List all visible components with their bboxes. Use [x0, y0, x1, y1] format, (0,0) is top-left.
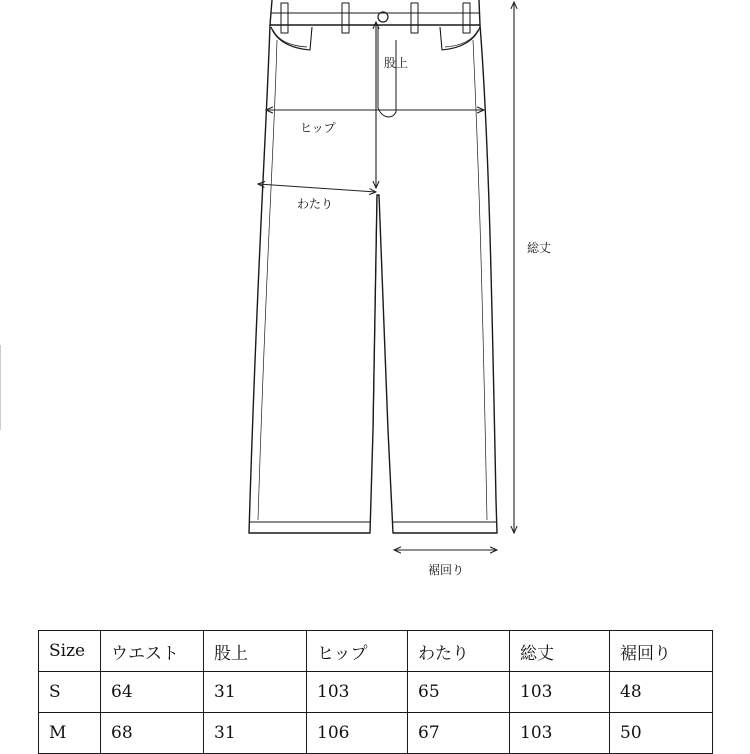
table-cell: 103 — [510, 672, 610, 713]
table-cell: 68 — [101, 713, 204, 754]
table-cell: 31 — [204, 672, 307, 713]
table-cell: 31 — [204, 713, 307, 754]
table-cell: 50 — [610, 713, 713, 754]
table-row — [39, 672, 713, 713]
belt-loop — [463, 3, 470, 33]
header-cell: 股上 — [204, 631, 307, 672]
left-edge-line — [0, 345, 1, 430]
header-cell: Size — [39, 631, 101, 672]
table-row — [39, 713, 713, 754]
label-total-length: 総丈 — [527, 241, 552, 255]
header-cell: 総丈 — [510, 631, 610, 672]
fly-stitch — [378, 25, 396, 117]
header-cell: わたり — [408, 631, 510, 672]
label-hip: ヒップ — [300, 121, 336, 135]
table-cell: 106 — [307, 713, 408, 754]
belt-loop — [281, 3, 288, 33]
belt-loop — [342, 3, 349, 33]
table-header-row — [39, 631, 713, 672]
header-cell: ウエスト — [101, 631, 204, 672]
label-rise: 股上 — [384, 56, 409, 70]
label-thigh: わたり — [297, 197, 334, 211]
table-cell: 64 — [101, 672, 204, 713]
thigh-arrow — [258, 184, 376, 192]
table-cell: 48 — [610, 672, 713, 713]
pants-outline — [249, 25, 497, 533]
label-hem: 裾回り — [428, 563, 465, 577]
table-cell: S — [39, 672, 101, 713]
table-cell: 103 — [307, 672, 408, 713]
table-cell: M — [39, 713, 101, 754]
size-table — [38, 630, 713, 754]
table-cell: 67 — [408, 713, 510, 754]
header-cell: 裾回り — [610, 631, 713, 672]
header-cell: ヒップ — [307, 631, 408, 672]
table-cell: 103 — [510, 713, 610, 754]
belt-loop — [411, 3, 418, 33]
table-cell: 65 — [408, 672, 510, 713]
